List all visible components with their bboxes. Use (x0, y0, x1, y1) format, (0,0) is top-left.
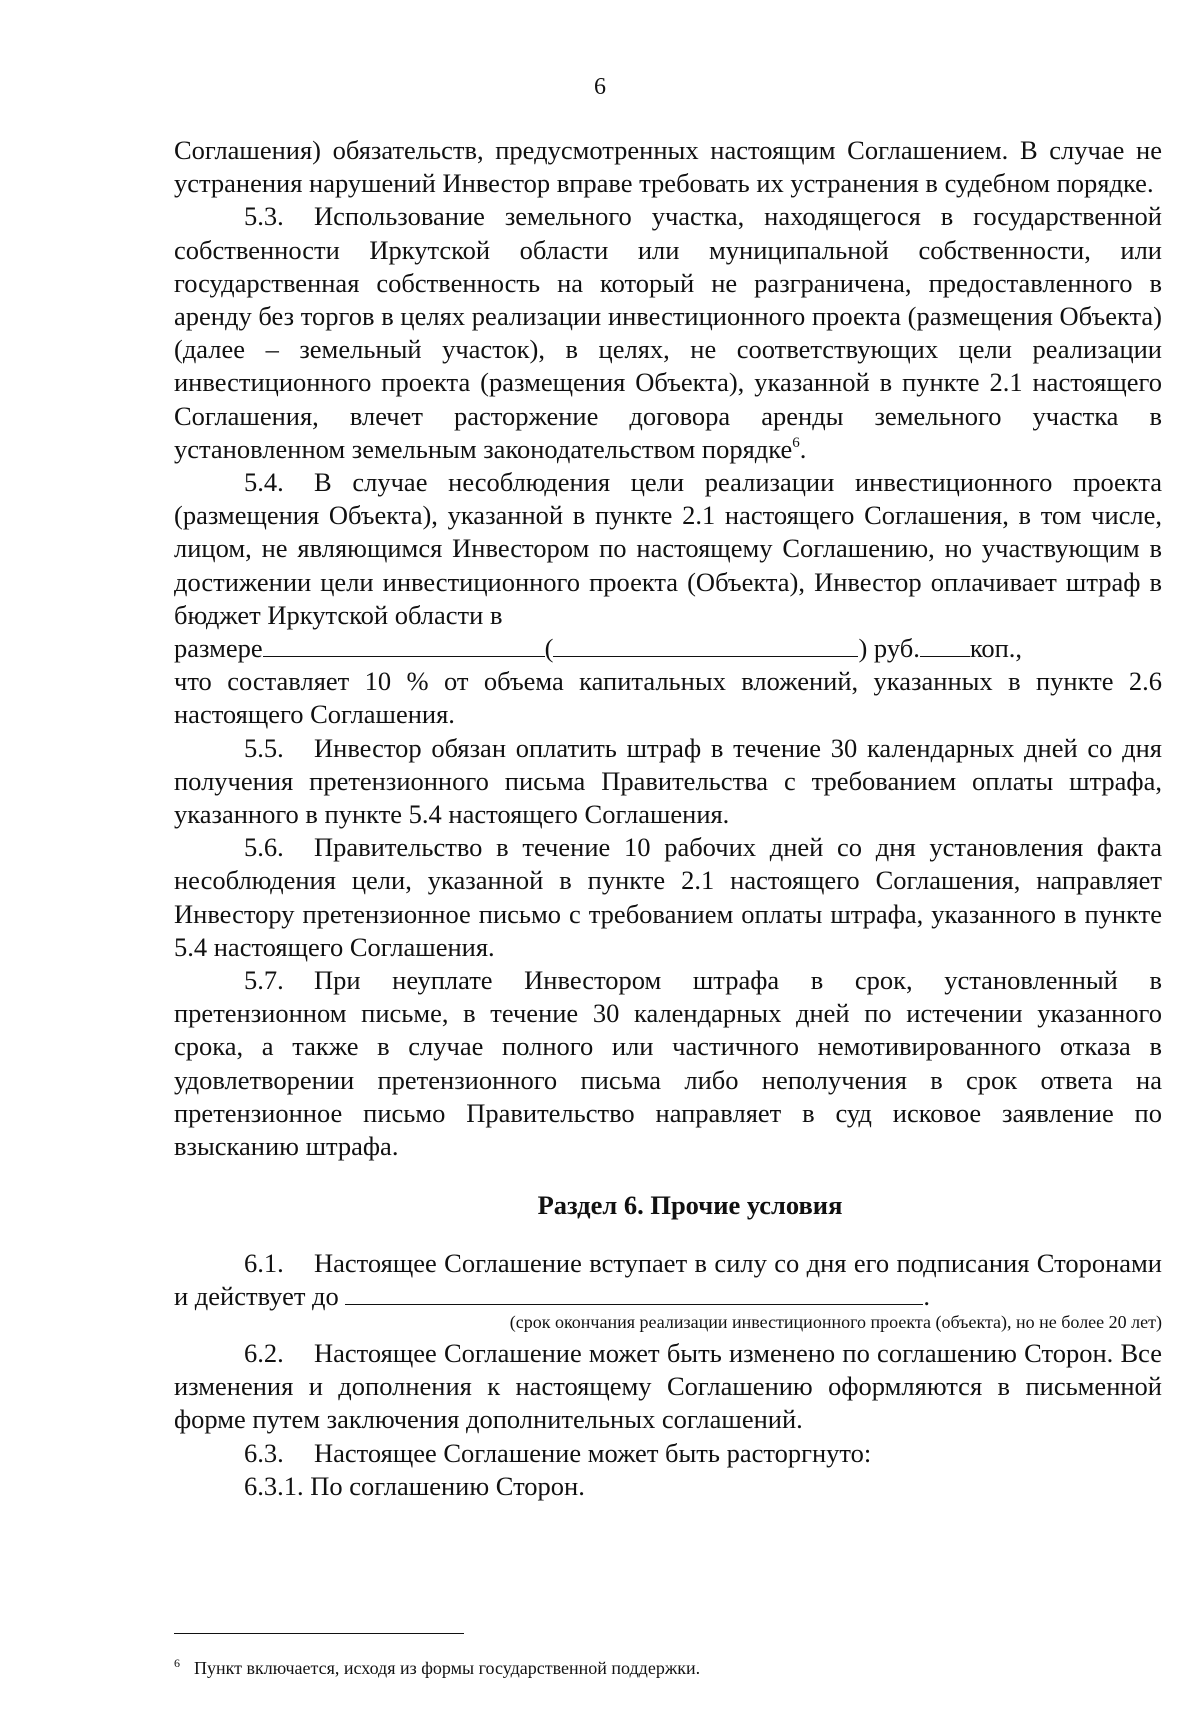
footnote-text: Пункт включается, исходя из формы государственной поддержки. (194, 1658, 701, 1678)
clause-text: Настоящее Соглашение может быть изменено по соглашению Сторон. Все изменения и дополнения к настоящему Соглашению оформляются в письменной форме путем заключения дополнительных соглашений. (174, 1337, 1162, 1435)
paragraph-5-4-tail: что составляет 10 % от объема капитальных вложений, указанных в пункте 2.6 настоящего Соглашения. (174, 666, 1162, 730)
clause-text: Инвестор обязан оплатить штраф в течение 30 календарных дней со дня получения претензионного письма Правительства с требованием оплаты штрафа, указанного в пункте 5.4 настоящего Соглашения. (174, 732, 1162, 830)
document-body (174, 134, 1162, 1503)
clause-number: 5.3. (244, 201, 284, 232)
paragraph-5-3 (174, 200, 1162, 466)
amount-words-blank (553, 632, 858, 657)
clause-number: 6.3. (244, 1437, 284, 1468)
clause-text: Настоящее Соглашение вступает в силу со дня его подписания Сторонами и действует до (174, 1247, 1162, 1311)
paragraph-5-5 (174, 732, 1162, 832)
kopecks-blank (920, 632, 970, 657)
clause-number: 6.1. (244, 1247, 284, 1278)
clause-text: В случае несоблюдения цели реализации инвестиционного проекта (размещения Объекта), указанной в пункте 2.1 настоящего Соглашения, в том числе, лицом, не являющимся Инвестором по настоящему Соглашению, но участвующим в достижении цели инвестиционного проекта (Объекта), Инвестор оплачивает штраф в бюджет Иркутской области в (174, 467, 1162, 630)
paragraph-6-3 (174, 1437, 1162, 1470)
paragraph-5-7 (174, 964, 1162, 1163)
paragraph-continuation: Соглашения) обязательств, предусмотренных настоящим Соглашением. В случае не устранения нарушений Инвестор вправе требовать их устранения в судебном порядке. (174, 135, 1162, 199)
footnote (174, 1651, 700, 1680)
paragraph-5-6 (174, 831, 1162, 964)
page-number: 6 (594, 74, 606, 100)
section-heading: Раздел 6. Прочие условия (537, 1190, 843, 1221)
size-word: размере (174, 633, 263, 664)
end-date-blank (345, 1280, 923, 1305)
clause-number: 6.2. (244, 1337, 284, 1368)
rubles-label: ) руб. (858, 633, 920, 664)
clause-text: Настоящее Соглашение может быть расторгнуто: (314, 1437, 872, 1468)
footnote-mark: 6 (174, 1656, 180, 1670)
paragraph-6-2 (174, 1337, 1162, 1437)
end-date-note: (срок окончания реализации инвестиционного проекта (объекта), но не более 20 лет) (509, 1311, 1162, 1332)
clause-text: Использование земельного участка, находящегося в государственной собственности Иркутской области или муниципальной собственности, или государственная собственность на который не разграничена, предоставленного в аренду без торгов в целях реализации инвестиционного проекта (размещения Объекта) (далее – земельный участок), в целях, не соответствующих цели реализации инвестиционного проекта (размещения Объекта), указанной в пункте 2.1 настоящего Соглашения, влечет расторжение договора аренды земельного участка в установленном земельным законодательством порядке (174, 201, 1162, 464)
clause-end: . (799, 433, 807, 464)
footnote-reference: 6 (792, 434, 800, 451)
open-paren: ( (544, 633, 554, 664)
footnote-separator (174, 1633, 464, 1634)
amount-blank (263, 632, 545, 657)
clause-text: Правительство в течение 10 рабочих дней со дня установления факта несоблюдения цели, указанной в пункте 2.1 настоящего Соглашения, направляет Инвестору претензионное письмо с требованием оплаты штрафа, указанного в пункте 5.4 настоящего Соглашения. (174, 832, 1162, 962)
clause-text: При неуплате Инвестором штрафа в срок, установленный в претензионном письме, в течение 30 календарных дней по истечении указанного срока, а также в случае полного или частичного немотивированного отказа в удовлетворении претензионного письма либо неполучения в срок ответа на претензионное письмо Правительство направляет в суд исковое заявление по взысканию штрафа. (174, 965, 1162, 1162)
clause-number: 5.6. (244, 832, 284, 863)
clause-number: 5.7. (244, 965, 284, 996)
kopecks-label: коп., (969, 633, 1023, 664)
paragraph-6-1 (174, 1247, 1162, 1313)
clause-number: 5.4. (244, 467, 284, 498)
clause-end: . (923, 1280, 931, 1311)
paragraph-5-4 (174, 466, 1162, 632)
paragraph-6-3-1: 6.3.1. По соглашению Сторон. (244, 1470, 585, 1501)
paragraph-5-4-amount-line (174, 632, 1162, 665)
clause-number: 5.5. (244, 732, 284, 763)
